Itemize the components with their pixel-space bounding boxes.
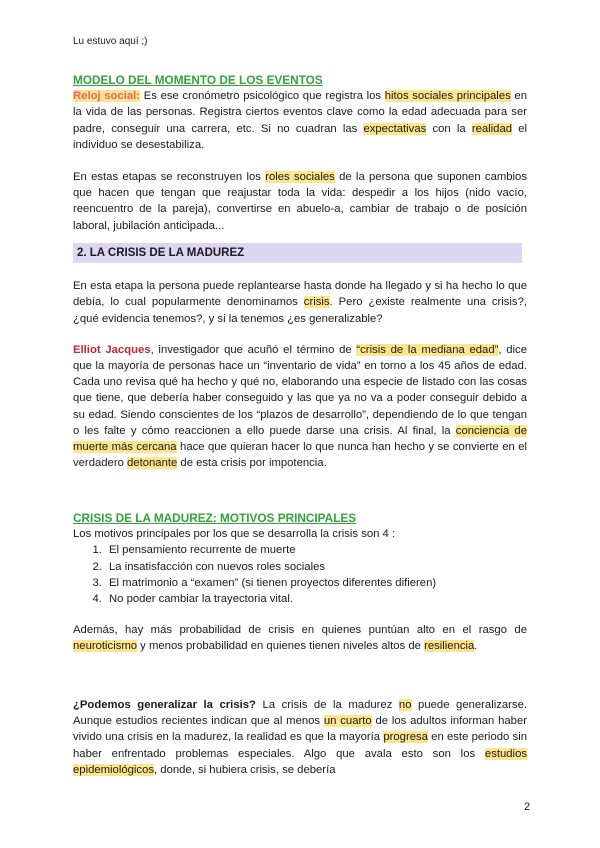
paragraph-generalizar: ¿Podemos generalizar la crisis? La crisis de la madurez no puede generalizarse. Aunque estudios recientes indican que al menos un cuarto de los adultos informan haber vivido una crisis en la madurez, la realidad es que la mayoría progresa en este periodo sin haber enfrentado problemas especiales. Algo que avala esto son los estudios epidemiológicos, donde, si hubiera crisis, se debería [73, 699, 527, 776]
highlight-no: no [398, 699, 412, 711]
term-reloj-social: Reloj social: [73, 90, 141, 103]
highlight-hitos-sociales: hitos sociales principales [384, 90, 511, 103]
paragraph-elliot-jacques: Elliot Jacques, investigador que acuñó el término de “crisis de la mediana edad”, dice que la mayoría de personas hace un “inventario de vida” en torno a los 45 años de edad. Cada uno revisa qué ha hecho y qué no, elaborando una especie de listado con las cosas que tiene, que debería haber conseguido y las que ya no va a poder conseguir debido a su edad. Siendo conscientes de los “plazos de desarrollo”, dependiendo de lo que tengan o les falte y cómo reaccionen a ello puede darse una crisis. Al final, la conciencia de muerte más cercana hace que quieran hacer lo que nunca han hecho y se convierte en el verdadero detonante de esta crisis por impotencia. [73, 343, 527, 470]
highlight-estudios-epidemiologicos: estudios epidemiológicos [73, 747, 527, 776]
highlight-realidad: realidad [471, 122, 513, 135]
question-generalizar: ¿Podemos generalizar la crisis? [73, 699, 256, 711]
paragraph-neuroticismo: Además, hay más probabilidad de crisis en quienes puntúan alto en el rasgo de neuroticismo y menos probabilidad en quienes tienen niveles altos de resiliencia. [73, 624, 527, 653]
name-elliot-jacques: Elliot Jacques [73, 343, 151, 356]
heading-modelo-momento-eventos: MODELO DEL MOMENTO DE LOS EVENTOS [73, 73, 323, 87]
paragraph-reloj-social: Reloj social: Es ese cronómetro psicológico que registra los hitos sociales principales en la vida de las personas. Registra ciertos eventos clave como la edad adecuada para ser padre, conseguir una carrera, etc. Si no cuadran las expectativas con la realidad el individuo se desestabiliza. [73, 90, 527, 151]
highlight-neuroticismo: neuroticismo [73, 640, 138, 653]
highlight-roles-sociales: roles sociales [265, 171, 335, 184]
list-item: 1. El pensamiento recurrente de muerte [105, 542, 527, 558]
highlight-expectativas: expectativas [363, 122, 427, 135]
list-item: 4. No poder cambiar la trayectoria vital. [105, 591, 527, 607]
section-generalizar-crisis [73, 697, 527, 778]
highlight-crisis: crisis [303, 296, 330, 309]
paragraph-roles-sociales: En estas etapas se reconstruyen los roles sociales de la persona que suponen cambios que hacen que tengan que reajustar toda la vida: despedir a los hijos (nido vacío, reencuentro de la pareja), convertirse en abuelo-a, cambiar de trabajo o de posición laboral, jubilación anticipada... [73, 171, 527, 232]
paragraph-motivos-intro: Los motivos principales por los que se desarrolla la crisis son 4 : [73, 528, 396, 541]
list-item: 2. La insatisfacción con nuevos roles sociales [105, 559, 527, 575]
highlight-un-cuarto: un cuarto [323, 715, 372, 728]
highlight-crisis-mediana-edad: “crisis de la mediana edad” [356, 343, 499, 356]
highlight-conciencia-muerte: conciencia de muerte más cercana [73, 424, 527, 454]
heading-bar-crisis-madurez: 2. LA CRISIS DE LA MADUREZ [73, 243, 522, 263]
highlight-detonante: detonante [127, 457, 178, 470]
heading-motivos-principales: CRISIS DE LA MADUREZ: MOTIVOS PRINCIPALES [73, 511, 357, 525]
page-header: Lu estuvo aquí ;) [73, 36, 148, 47]
section-crisis-madurez [73, 243, 527, 471]
section-momento-eventos [73, 72, 527, 234]
section-motivos-principales [73, 510, 527, 655]
highlight-progresa: progresa [383, 731, 428, 744]
highlight-resiliencia: resiliencia [424, 640, 475, 653]
list-motivos [73, 542, 527, 607]
page-number: 2 [524, 801, 531, 813]
paragraph-crisis-intro: En esta etapa la persona puede replantearse hasta donde ha llegado y si ha hecho lo que debía, lo cual popularmente denominamos crisis. Pero ¿existe realmente una crisis?, ¿qué evidencia tenemos?, y si la tenemos ¿es generalizable? [73, 280, 527, 325]
list-item: 3. El matrimonio a “examen” (si tienen proyectos diferentes difieren) [105, 575, 527, 591]
